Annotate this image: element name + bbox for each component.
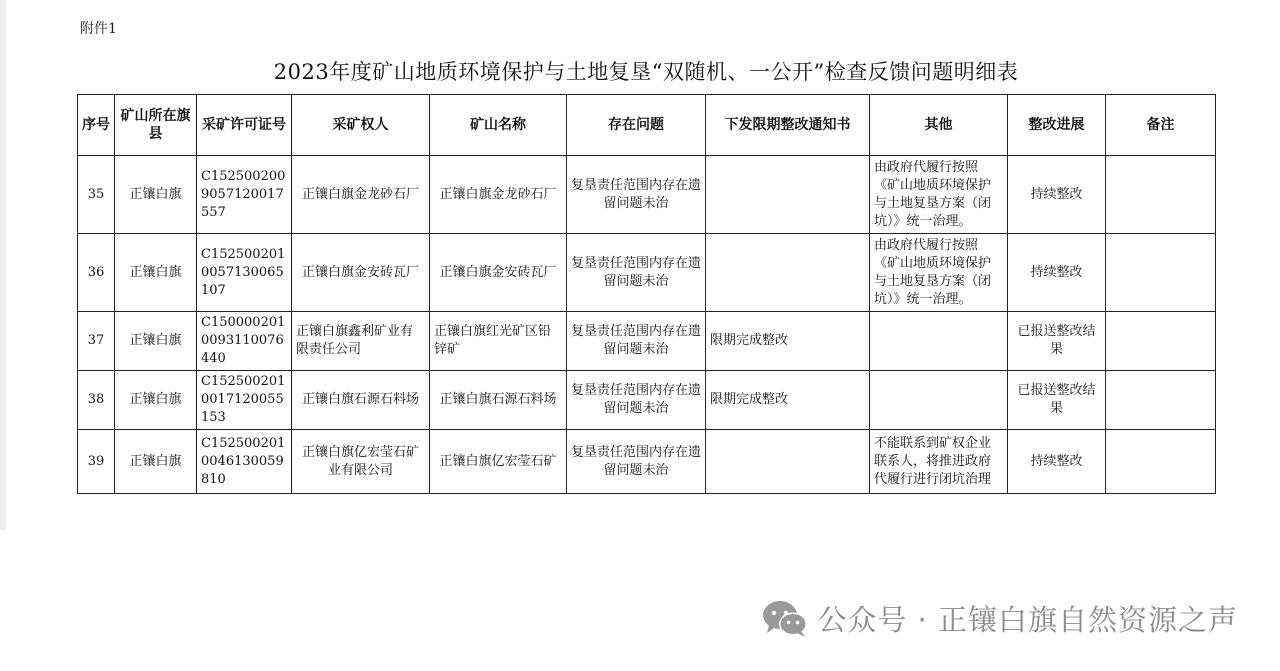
cell-other: 由政府代履行按照《矿山地质环境保护与土地复垦方案（闭坑）》统一治理。 (870, 234, 1008, 312)
cell-mine: 正镶白旗红光矿区铅锌矿 (430, 312, 567, 371)
cell-notice (706, 430, 870, 494)
wechat-icon (761, 599, 809, 639)
cell-progress: 持续整改 (1008, 234, 1106, 312)
header-issue: 存在问题 (567, 95, 706, 156)
cell-no: 38 (78, 371, 115, 430)
cell-remark (1106, 430, 1216, 494)
cell-notice (706, 156, 870, 234)
header-license: 采矿许可证号 (197, 95, 292, 156)
cell-notice (706, 234, 870, 312)
cell-mine: 正镶白旗亿宏莹石矿 (430, 430, 567, 494)
cell-remark (1106, 371, 1216, 430)
cell-mine: 正镶白旗金龙砂石厂 (430, 156, 567, 234)
problem-detail-table (77, 94, 1216, 494)
table-row (78, 156, 1216, 234)
cell-other: 由政府代履行按照《矿山地质环境保护与土地复垦方案（闭坑）》统一治理。 (870, 156, 1008, 234)
cell-issue: 复垦责任范围内存在遗留问题未治 (567, 312, 706, 371)
cell-issue: 复垦责任范围内存在遗留问题未治 (567, 156, 706, 234)
wechat-watermark (761, 598, 1238, 639)
header-remark: 备注 (1106, 95, 1216, 156)
cell-county: 正镶白旗 (115, 234, 197, 312)
cell-issue: 复垦责任范围内存在遗留问题未治 (567, 371, 706, 430)
header-no: 序号 (78, 95, 115, 156)
watermark-text: 公众号 · 正镶白旗自然资源之声 (817, 603, 1238, 637)
cell-holder: 正镶白旗金龙砂石厂 (292, 156, 430, 234)
cell-license: C1500002010093110076440 (197, 312, 292, 371)
cell-holder: 正镶白旗亿宏莹石矿业有限公司 (292, 430, 430, 494)
cell-mine: 正镶白旗石源石料场 (430, 371, 567, 430)
table-row (78, 234, 1216, 312)
cell-notice: 限期完成整改 (706, 312, 870, 371)
cell-holder: 正镶白旗鑫利矿业有限责任公司 (292, 312, 430, 371)
cell-progress: 已报送整改结果 (1008, 371, 1106, 430)
table-row (78, 312, 1216, 371)
cell-mine: 正镶白旗金安砖瓦厂 (430, 234, 567, 312)
header-notice: 下发限期整改通知书 (706, 95, 870, 156)
cell-other (870, 312, 1008, 371)
table-header-row (78, 95, 1216, 156)
cell-county: 正镶白旗 (115, 371, 197, 430)
cell-progress: 持续整改 (1008, 430, 1106, 494)
cell-remark (1106, 156, 1216, 234)
cell-other: 不能联系到矿权企业联系人，将推进政府代履行进行闭坑治理 (870, 430, 1008, 494)
cell-holder: 正镶白旗金安砖瓦厂 (292, 234, 430, 312)
cell-no: 37 (78, 312, 115, 371)
cell-no: 39 (78, 430, 115, 494)
cell-county: 正镶白旗 (115, 312, 197, 371)
cell-remark (1106, 312, 1216, 371)
header-holder: 采矿权人 (292, 95, 430, 156)
table-row (78, 430, 1216, 494)
document-title: 2023年度矿山地质环境保护与土地复垦“双随机、一公开”检查反馈问题明细表 (273, 60, 1019, 84)
cell-license: C1525002010046130059810 (197, 430, 292, 494)
cell-holder: 正镶白旗石源石料场 (292, 371, 430, 430)
header-county: 矿山所在旗县 (115, 95, 197, 156)
header-progress: 整改进展 (1008, 95, 1106, 156)
cell-progress: 已报送整改结果 (1008, 312, 1106, 371)
cell-no: 35 (78, 156, 115, 234)
cell-progress: 持续整改 (1008, 156, 1106, 234)
cell-remark (1106, 234, 1216, 312)
table-row (78, 371, 1216, 430)
cell-license: C1525002009057120017557 (197, 156, 292, 234)
cell-license: C1525002010017120055153 (197, 371, 292, 430)
header-other: 其他 (870, 95, 1008, 156)
cell-issue: 复垦责任范围内存在遗留问题未治 (567, 234, 706, 312)
attachment-label: 附件1 (80, 21, 117, 37)
cell-county: 正镶白旗 (115, 156, 197, 234)
cell-other (870, 371, 1008, 430)
cell-notice: 限期完成整改 (706, 371, 870, 430)
cell-license: C1525002010057130065107 (197, 234, 292, 312)
cell-no: 36 (78, 234, 115, 312)
header-mine: 矿山名称 (430, 95, 567, 156)
cell-issue: 复垦责任范围内存在遗留问题未治 (567, 430, 706, 494)
cell-county: 正镶白旗 (115, 430, 197, 494)
